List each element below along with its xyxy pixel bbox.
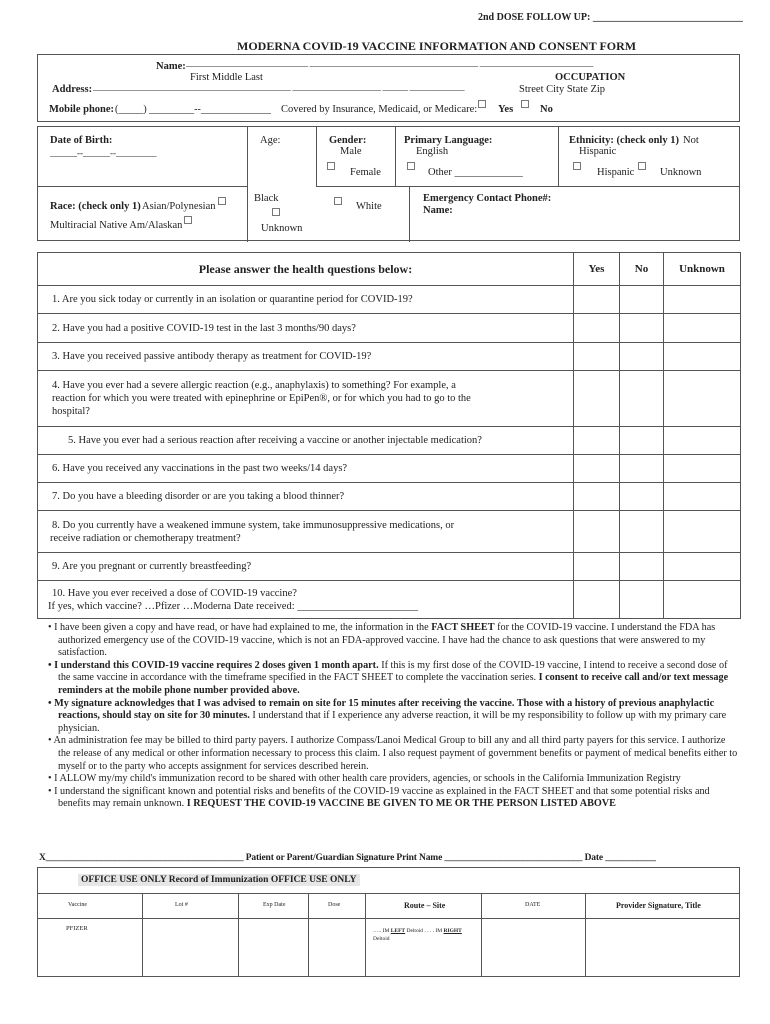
- demographics-box: [37, 126, 740, 241]
- q6-unknown-cell[interactable]: [664, 455, 741, 483]
- race-unknown-label: Unknown: [261, 223, 303, 234]
- question-row-4: [38, 371, 741, 427]
- ethnicity-label: Ethnicity: (check only 1): [569, 135, 679, 146]
- question-7: 7. Do you have a bleeding disorder or are you taking a blood thinner?: [38, 483, 574, 511]
- question-8: [38, 511, 574, 553]
- address-field[interactable]: _______________________________________________ _____________________ ______ _____________: [93, 82, 465, 92]
- name-label: Name:: [156, 61, 186, 72]
- q2-yes-cell[interactable]: [574, 314, 620, 343]
- question-row-10: [38, 581, 741, 619]
- question-4-line-2: reaction for which you were treated with epinephrine or EpiPen®, or for which you had to go to the: [52, 393, 471, 404]
- question-10: [38, 581, 574, 619]
- male-label: Male: [340, 146, 362, 157]
- question-row-2: [38, 314, 741, 343]
- deltoid-label: Deltoid: [373, 936, 390, 942]
- col-no: No: [620, 253, 664, 286]
- consent-1-text-c: for the COVID-19 vaccine. I understand the FDA has authorized emergency use of the COVID-19 vaccine, which is not an FDA-approved vaccine. I have had the chance to ask questions that were answered to my satisfaction.: [58, 622, 716, 659]
- insurance-no-checkbox[interactable]: [521, 100, 529, 108]
- question-row-9: [38, 553, 741, 581]
- left-option[interactable]: LEFT: [390, 928, 406, 934]
- consent-item-2: [48, 660, 738, 698]
- consent-3-text-b: I understand that if I experience any adverse reaction, it will be my responsibility to follow up with my primary care physician.: [58, 710, 727, 734]
- hispanic-label: Hispanic: [597, 167, 635, 178]
- pfizer-label: PFIZER: [66, 925, 88, 932]
- ethnicity-unknown-label: Unknown: [660, 167, 702, 178]
- vaccine-col-label: Vaccine: [68, 902, 87, 908]
- dose-col-label: Dose: [328, 902, 341, 908]
- lot-col-label: Lot #: [175, 902, 188, 908]
- dob-label: Date of Birth:: [50, 135, 113, 146]
- gender-label: Gender:: [329, 135, 367, 146]
- english-label: English: [416, 146, 449, 157]
- provider-col-label: Provider Signature, Title: [616, 901, 701, 910]
- black-label: Black: [254, 193, 279, 204]
- occupation-label: OCCUPATION: [555, 72, 626, 83]
- q6-yes-cell[interactable]: [574, 455, 620, 483]
- q7-yes-cell[interactable]: [574, 483, 620, 511]
- asian-label: Asian/Polynesian: [142, 201, 216, 212]
- q7-unknown-cell[interactable]: [664, 483, 741, 511]
- consent-6-text-b: I REQUEST THE COVID-19 VACCINE BE GIVEN TO ME OR THE PERSON LISTED ABOVE: [186, 798, 616, 810]
- asian-checkbox[interactable]: [218, 197, 226, 205]
- q9-yes-cell[interactable]: [574, 553, 620, 581]
- route-col-label: Route – Site: [404, 901, 446, 910]
- female-label: Female: [350, 167, 381, 178]
- table-header-row: [38, 253, 741, 286]
- col-unknown: Unknown: [664, 253, 741, 286]
- question-8-line-1: 8. Do you currently have a weakened immune system, take immunosuppressive medications, or: [52, 519, 455, 531]
- q3-no-cell[interactable]: [620, 343, 664, 371]
- office-use-box: [37, 867, 740, 977]
- col-yes: Yes: [574, 253, 620, 286]
- q8-unknown-cell[interactable]: [664, 511, 741, 553]
- insurance-no-label: No: [540, 104, 553, 115]
- q1-unknown-cell[interactable]: [664, 286, 741, 314]
- race-label: Race: (check only 1): [50, 201, 141, 212]
- insurance-yes-label: Yes: [498, 104, 514, 115]
- q3-unknown-cell[interactable]: [664, 343, 741, 371]
- q1-no-cell[interactable]: [620, 286, 664, 314]
- consent-2-text-c: I consent to receive call and/or text message reminders at the mobile phone number provided above.: [58, 672, 729, 696]
- consent-1-text-b: FACT SHEET: [431, 622, 495, 633]
- q7-no-cell[interactable]: [620, 483, 664, 511]
- not-hispanic-label-1: Not: [683, 135, 699, 146]
- q8-no-cell[interactable]: [620, 511, 664, 553]
- question-10-line-2[interactable]: If yes, which vaccine? …Pfizer …Moderna Date received: _______________________: [48, 600, 419, 612]
- office-use-heading: OFFICE USE ONLY Record of Immunization OFFICE USE ONLY: [78, 874, 360, 886]
- patient-info-box: [37, 54, 740, 122]
- question-row-1: [38, 286, 741, 314]
- ethnicity-unknown-checkbox[interactable]: [638, 162, 646, 170]
- dob-field[interactable]: ______--______--_________: [50, 148, 157, 158]
- q8-yes-cell[interactable]: [574, 511, 620, 553]
- route-middle: Deltoid . . . . IM: [405, 928, 444, 934]
- consent-item-1: [48, 622, 738, 660]
- name-field[interactable]: _____________________________ ________________________________________ ___________________________: [186, 58, 594, 68]
- question-row-8: [38, 511, 741, 553]
- q9-no-cell[interactable]: [620, 553, 664, 581]
- q10-unknown-cell[interactable]: [664, 581, 741, 619]
- route-prefix: ….. IM: [373, 928, 391, 934]
- consent-6-text-a: • I understand the significant known and potential risks and benefits of the COVID-19 vaccine as explained in the FACT SHEET and that some potential risks and benefits may remain unknown.: [48, 785, 710, 810]
- question-row-3: [38, 343, 741, 371]
- question-4: [38, 371, 574, 427]
- consent-2-text-a: • I understand this COVID-19 vaccine requires 2 doses given 1 month apart.: [48, 659, 379, 671]
- question-6: 6. Have you received any vaccinations in the past two weeks/14 days?: [38, 455, 574, 483]
- question-4-line-1: 4. Have you ever had a severe allergic reaction (e.g., anaphylaxis) to something? For example, a: [52, 380, 456, 391]
- language-label: Primary Language:: [404, 135, 493, 146]
- question-2: 2. Have you had a positive COVID-19 test in the last 3 months/90 days?: [38, 314, 574, 343]
- route-options[interactable]: [373, 927, 462, 943]
- other-language-checkbox[interactable]: [407, 162, 415, 170]
- white-checkbox[interactable]: [334, 197, 342, 205]
- q10-no-cell[interactable]: [620, 581, 664, 619]
- question-10-line-1: 10. Have you ever received a dose of COVID-19 vaccine?: [52, 587, 297, 599]
- health-questions-table: [37, 252, 741, 619]
- question-row-5: [38, 427, 741, 455]
- white-label: White: [356, 201, 382, 212]
- q5-unknown-cell[interactable]: [664, 427, 741, 455]
- not-hispanic-label-2: Hispanic: [579, 146, 617, 157]
- q5-yes-cell[interactable]: [574, 427, 620, 455]
- insurance-label: Covered by Insurance, Medicaid, or Medicare:: [281, 104, 478, 115]
- multiracial-checkbox[interactable]: [184, 216, 192, 224]
- q1-yes-cell[interactable]: [574, 286, 620, 314]
- mobile-label: Mobile phone:: [49, 104, 115, 115]
- age-label: Age:: [260, 135, 281, 146]
- question-8-line-2: receive radiation or chemotherapy treatment?: [50, 532, 241, 544]
- follow-up-line[interactable]: 2nd DOSE FOLLOW UP: ______________________________: [478, 12, 743, 23]
- multiracial-label: Multiracial Native Am/Alaskan: [50, 220, 183, 231]
- question-row-7: [38, 483, 741, 511]
- consent-item-5: • I ALLOW my/my child's immunization record to be shared with other health care providers, agencies, or schools in the California Immunization Registry: [48, 773, 681, 785]
- q9-unknown-cell[interactable]: [664, 553, 741, 581]
- q2-no-cell[interactable]: [620, 314, 664, 343]
- q4-yes-cell[interactable]: [574, 371, 620, 427]
- address-sublabel: Street City State Zip: [519, 84, 606, 95]
- form-title: MODERNA COVID-19 VACCINE INFORMATION AND CONSENT FORM: [237, 39, 637, 53]
- question-5: 5. Have you ever had a serious reaction after receiving a vaccine or another injectable medication?: [38, 427, 574, 455]
- consent-3-text-a: • My signature acknowledges that I was advised to remain on site for 15 minutes after receiving the vaccine. Those with a history of previous anaphylactic reactions, should stay on site for 30 minutes.: [48, 697, 715, 722]
- female-checkbox[interactable]: [327, 162, 335, 170]
- q3-yes-cell[interactable]: [574, 343, 620, 371]
- emergency-name-label[interactable]: Name:: [423, 205, 453, 216]
- consent-1-text-a: • I have been given a copy and have read, or have had explained to me, the information in the: [48, 622, 432, 633]
- exp-col-label: Exp Date: [263, 902, 286, 908]
- questions-heading: Please answer the health questions below:: [38, 253, 574, 286]
- right-option[interactable]: RIGHT: [443, 928, 462, 934]
- address-label: Address:: [52, 84, 93, 95]
- q10-yes-cell[interactable]: [574, 581, 620, 619]
- q5-no-cell[interactable]: [620, 427, 664, 455]
- other-language-field[interactable]: Other _____________: [428, 167, 523, 178]
- consent-statements: [48, 622, 738, 811]
- question-9: 9. Are you pregnant or currently breastfeeding?: [38, 553, 574, 581]
- name-sublabel: First Middle Last: [190, 72, 263, 83]
- consent-2-text-b: If this is my first dose of the COVID-19 vaccine, I intend to receive a second dose of the same vaccine in accordance with the timeframe specified in the FACT SHEET to complete the vaccination series.: [58, 659, 728, 684]
- date-col-label: DATE: [525, 902, 541, 908]
- hispanic-checkbox[interactable]: [573, 162, 581, 170]
- signature-line[interactable]: X___________________________________________ Patient or Parent/Guardian Signature Print Name ______________________________ Date ___________: [39, 853, 656, 863]
- q4-no-cell[interactable]: [620, 371, 664, 427]
- consent-item-6: [48, 786, 738, 811]
- mobile-field[interactable]: (_____) _________--______________: [115, 104, 271, 115]
- emergency-phone-label[interactable]: Emergency Contact Phone#:: [423, 193, 552, 204]
- question-row-6: [38, 455, 741, 483]
- q4-unknown-cell[interactable]: [664, 371, 741, 427]
- question-4-line-3: hospital?: [52, 406, 90, 417]
- consent-item-4: • An administration fee may be billed to third party payers. I authorize Compass/Lanoi Medical Group to bill any and all third party payers for this service. I authorize the release of any medical or other information necessary to process this claim. I also request payment of government benefits or payment of medical benefits either to myself or to the party who accepts assignment for services described herein.: [48, 735, 738, 772]
- black-checkbox[interactable]: [272, 208, 280, 216]
- consent-item-3: [48, 698, 738, 736]
- q6-no-cell[interactable]: [620, 455, 664, 483]
- insurance-yes-checkbox[interactable]: [478, 100, 486, 108]
- q2-unknown-cell[interactable]: [664, 314, 741, 343]
- question-3: 3. Have you received passive antibody therapy as treatment for COVID-19?: [38, 343, 574, 371]
- question-1: 1. Are you sick today or currently in an isolation or quarantine period for COVID-19?: [38, 286, 574, 314]
